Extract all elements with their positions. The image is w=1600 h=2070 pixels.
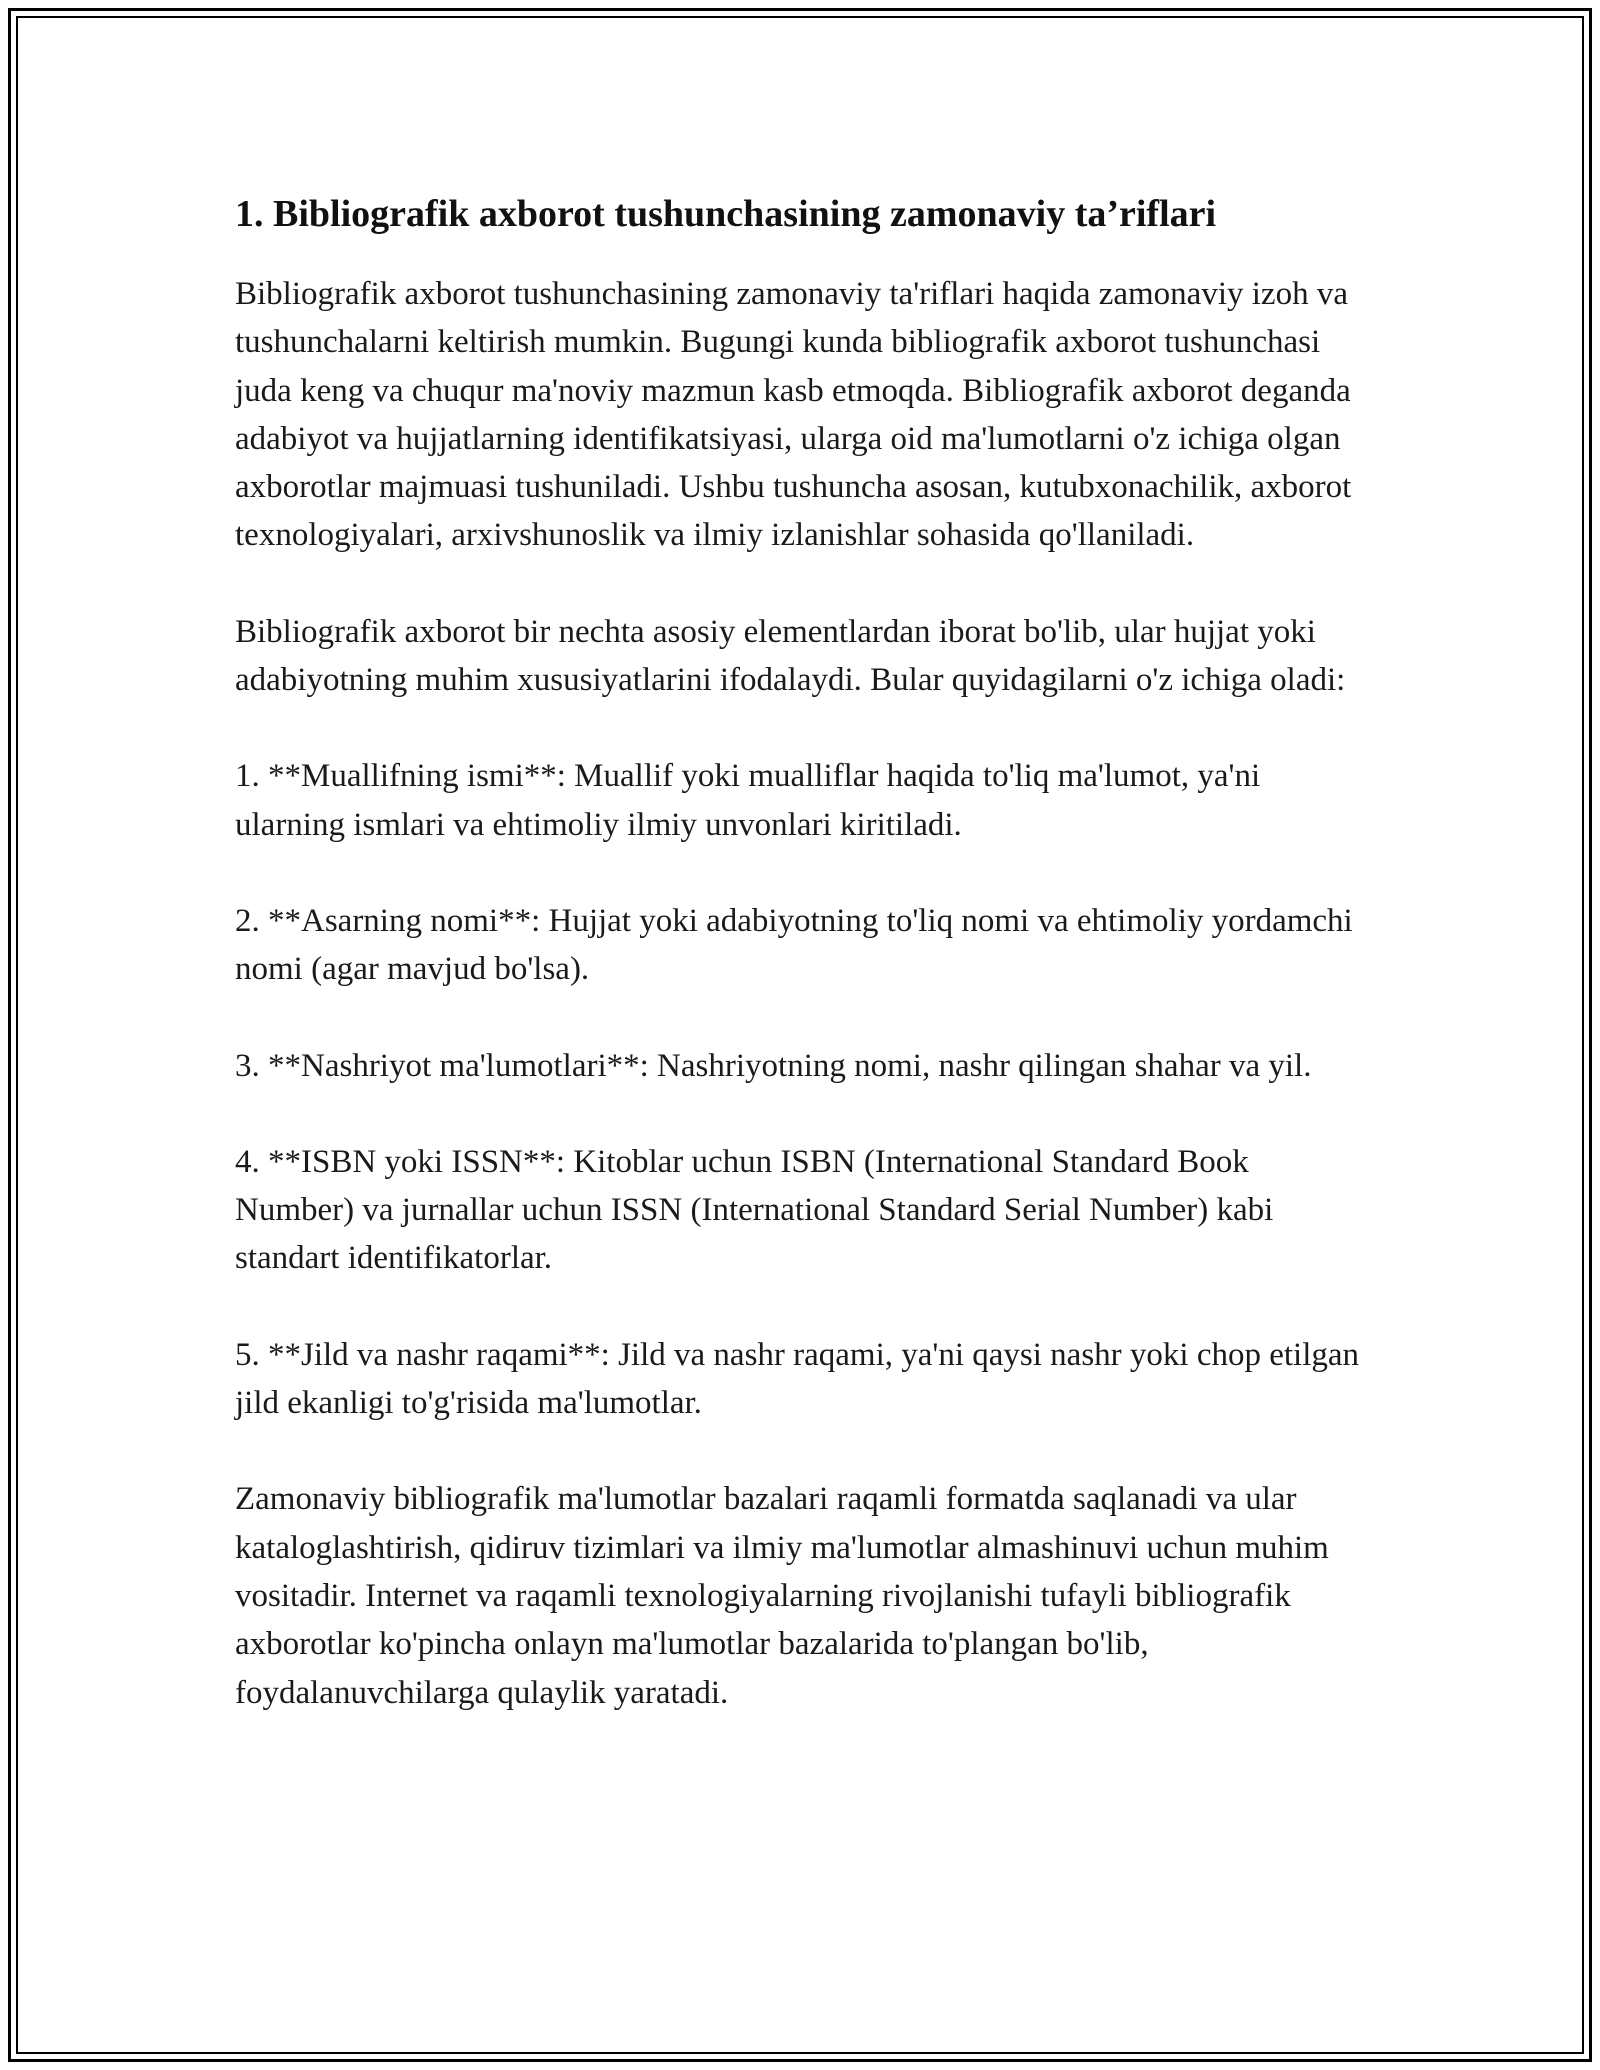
list-item-title: 2. **Asarning nomi**: Hujjat yoki adabiyotning to'liq nomi va ehtimoliy yordamchi nomi (agar mavjud bo'lsa). (235, 902, 1353, 988)
document-body (235, 188, 1375, 1717)
intro-paragraph: Bibliografik axborot tushunchasining zamonaviy ta'riflari haqida zamonaviy izoh va tushunchalarni keltirish mumkin. Bugungi kunda bibliografik axborot tushunchasi juda keng va chuqur ma'noviy mazmun kasb etmoqda. Bibliografik axborot deganda adabiyot va hujjatlarning identifikatsiyasi, ularga oid ma'lumotlarni o'z ichiga olgan axborotlar majmuasi tushuniladi. Ushbu tushuncha asosan, kutubxonachilik, axborot texnologiyalari, arxivshunoslik va ilmiy izlanishlar sohasida qo'llaniladi. (235, 276, 1352, 554)
list-item-author: 1. **Muallifning ismi**: Muallif yoki mualliflar haqida to'liq ma'lumot, ya'ni ularning ismlari va ehtimoliy ilmiy unvonlari kiritiladi. (235, 758, 1261, 843)
list-item-isbn-issn: 4. **ISBN yoki ISSN**: Kitoblar uchun ISBN (International Standard Book Number) va jurnallar uchun ISSN (International Standard Serial Number) kabi standart identifikatorlar. (235, 1143, 1274, 1277)
list-item-volume-issue: 5. **Jild va nashr raqami**: Jild va nashr raqami, ya'ni qaysi nashr yoki chop etilgan jild ekanligi to'g'risida ma'lumotlar. (235, 1336, 1360, 1422)
document-title: 1. Bibliografik axborot tushunchasining zamonaviy ta’riflari (235, 193, 1217, 235)
closing-paragraph: Zamonaviy bibliografik ma'lumotlar bazalari raqamli formatda saqlanadi va ular kataloglashtirish, qidiruv tizimlari va ilmiy ma'lumotlar almashinuvi uchun muhim vositadir. Internet va raqamli texnologiyalarning rivojlanishi tufayli bibliografik axborotlar ko'pincha onlayn ma'lumotlar bazalarida to'plangan bo'lib, foydalanuvchilarga qulaylik yaratadi. (235, 1481, 1329, 1711)
elements-intro-paragraph: Bibliografik axborot bir nechta asosiy elementlardan iborat bo'lib, ular hujjat yoki adabiyotning muhim xususiyatlarini ifodalaydi. Bular quyidagilarni o'z ichiga oladi: (235, 613, 1346, 699)
list-item-publisher: 3. **Nashriyot ma'lumotlari**: Nashriyotning nomi, nashr qilingan shahar va yil. (235, 1047, 1312, 1084)
